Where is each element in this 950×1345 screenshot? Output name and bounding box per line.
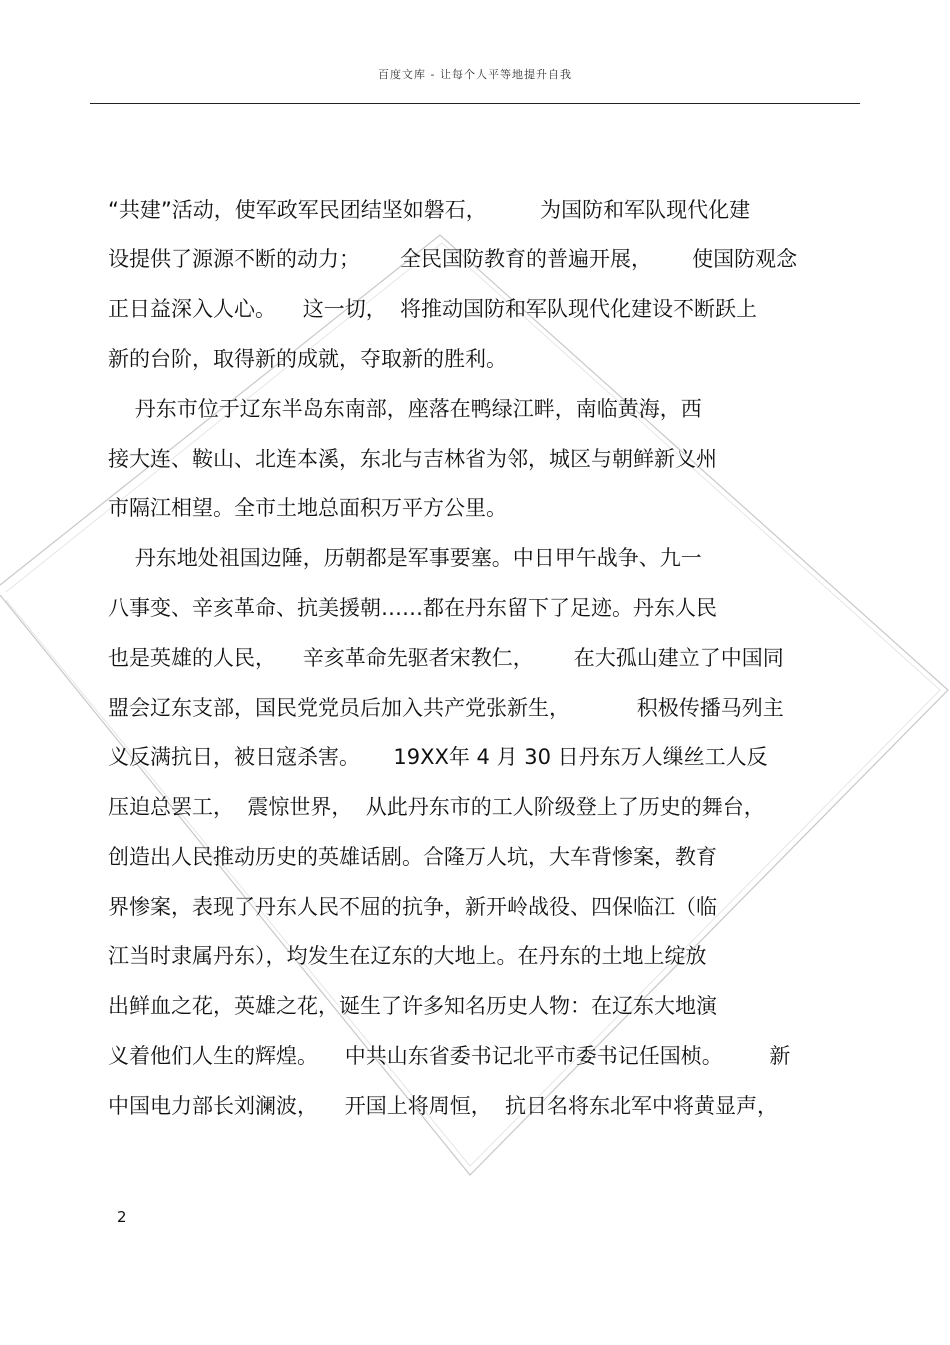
text-line: 义反满抗日，被日寇杀害。 19XX年 4 月 30 日丹东万人缫丝工人反 (108, 745, 768, 769)
text-line: 接大连、鞍山、北连本溪，东北与吉林省为邻，城区与朝鲜新义州 (108, 447, 717, 471)
text-line: 界惨案，表现了丹东人民不屈的抗争，新开岭战役、四保临江（临 (108, 895, 717, 919)
text-line: 压迫总罢工， 震惊世界， 从此丹东市的工人阶级登上了历史的舞台， (108, 795, 765, 819)
text-line: 八事变、辛亥革命、抗美援朝……都在丹东留下了足迹。丹东人民 (108, 596, 717, 620)
text-line: 盟会辽东支部，国民党党员后加入共产党张新生， 积极传播马列主 (108, 696, 784, 720)
text-line: 义着他们人生的辉煌。 中共山东省委书记北平市委书记任国桢。 新 (108, 1044, 791, 1068)
page-header: 百度文库 - 让每个人平等地提升自我 (378, 68, 572, 81)
page-number: 2 (117, 1208, 127, 1226)
text-line: “共建”活动，使军政军民团结坚如磐石， 为国防和军队现代化建 (108, 198, 751, 222)
text-line: 新的台阶，取得新的成就，夺取新的胜利。 (108, 347, 507, 371)
text-line: 创造出人民推动历史的英雄话剧。合隆万人坑，大车背惨案，教育 (108, 845, 717, 869)
text-line: 设提供了源源不断的动力； 全民国防教育的普遍开展， 使国防观念 (108, 247, 798, 271)
text-line: 丹东市位于辽东半岛东南部，座落在鸭绿江畔，南临黄海，西 (108, 397, 702, 421)
text-line: 江当时隶属丹东），均发生在辽东的大地上。在丹东的土地上绽放 (108, 944, 707, 968)
text-line: 市隔江相望。全市土地总面积万平方公里。 (108, 496, 507, 520)
text-line: 正日益深入人心。 这一切， 将推动国防和军队现代化建设不断跃上 (108, 297, 758, 321)
text-line: 出鲜血之花，英雄之花，诞生了许多知名历史人物：在辽东大地演 (108, 994, 717, 1018)
text-line: 也是英雄的人民， 辛亥革命先驱者宋教仁， 在大孤山建立了中国同 (108, 646, 784, 670)
text-line: 丹东地处祖国边陲，历朝都是军事要塞。中日甲午战争、九一 (108, 546, 702, 570)
text-line: 中国电力部长刘澜波， 开国上将周恒， 抗日名将东北军中将黄显声， (108, 1094, 779, 1118)
